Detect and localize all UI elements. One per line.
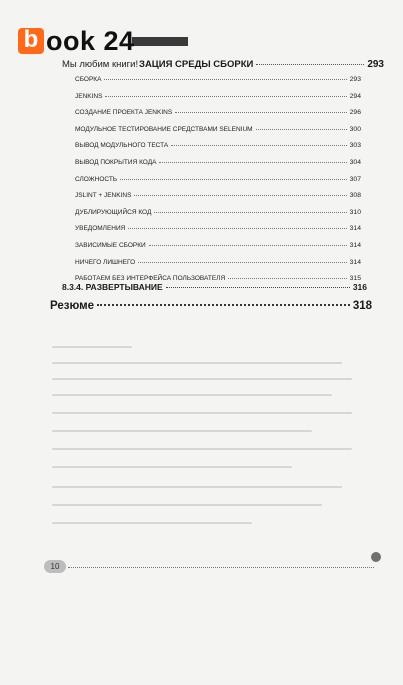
leader-dots bbox=[228, 278, 347, 279]
toc-resume bbox=[50, 300, 372, 312]
leader-dots bbox=[175, 112, 346, 113]
toc-entry bbox=[75, 209, 361, 226]
toc-entry bbox=[75, 192, 361, 209]
section-page: 293 bbox=[367, 59, 384, 70]
bleed-through-line bbox=[52, 412, 352, 414]
leader-dots bbox=[256, 64, 364, 65]
subsection-title: 8.3.4. РАЗВЕРТЫВАНИЕ bbox=[62, 282, 163, 292]
entry-page: 314 bbox=[349, 241, 361, 249]
bleed-through-line bbox=[52, 430, 312, 432]
entry-page: 308 bbox=[349, 192, 361, 200]
entry-title: СБОРКА bbox=[75, 76, 102, 83]
bleed-through-line bbox=[52, 394, 332, 396]
entry-title: ЗАВИСИМЫЕ СБОРКИ bbox=[75, 241, 146, 249]
toc-entry bbox=[75, 176, 361, 193]
entry-title: РАБОТАЕМ БЕЗ ИНТЕРФЕЙСА ПОЛЬЗОВАТЕЛЯ bbox=[75, 275, 226, 283]
section-title: ЗАЦИЯ СРЕДЫ СБОРКИ bbox=[139, 59, 254, 70]
book24-logo[interactable] bbox=[18, 28, 135, 54]
toc-section-heading bbox=[139, 59, 384, 70]
entry-title: JSLINT + JENKINS bbox=[75, 192, 132, 200]
entry-title: ДУБЛИРУЮЩИЙСЯ КОД bbox=[75, 208, 152, 216]
leader-dots bbox=[138, 262, 346, 263]
bleed-through-line bbox=[52, 362, 342, 364]
entry-title: МОДУЛЬНОЕ ТЕСТИРОВАНИЕ СРЕДСТВАМИ SELENIUM bbox=[75, 125, 253, 133]
entry-page: 300 bbox=[349, 125, 361, 133]
page-number-badge: 10 bbox=[44, 560, 66, 573]
entry-page: 315 bbox=[349, 275, 361, 283]
toc-entry bbox=[75, 259, 361, 276]
resume-title: Резюме bbox=[50, 300, 95, 312]
bleed-through-line bbox=[52, 466, 292, 468]
leader-dots bbox=[154, 212, 346, 213]
footer-dot bbox=[371, 552, 381, 562]
entry-page: 294 bbox=[349, 92, 361, 100]
leader-dots bbox=[120, 179, 347, 180]
entry-page: 307 bbox=[349, 175, 361, 183]
bleed-through-line bbox=[52, 378, 352, 380]
entry-page: 296 bbox=[349, 109, 361, 117]
entry-page: 303 bbox=[349, 142, 361, 150]
leader-dots bbox=[166, 287, 350, 288]
resume-page: 318 bbox=[352, 300, 372, 312]
leader-dots bbox=[97, 304, 350, 306]
entry-title: СЛОЖНОСТЬ bbox=[75, 175, 118, 183]
leader-dots bbox=[256, 129, 347, 130]
entry-title: СОЗДАНИЕ ПРОЕКТА JENKINS bbox=[75, 109, 173, 117]
entry-title: ВЫВОД МОДУЛЬНОГО ТЕСТА bbox=[75, 142, 169, 150]
leader-dots bbox=[159, 162, 346, 163]
leader-dots bbox=[134, 195, 346, 196]
leader-dots bbox=[104, 79, 346, 80]
toc-entry bbox=[75, 142, 361, 159]
entry-page: 304 bbox=[349, 158, 361, 166]
entry-title: УВЕДОМЛЕНИЯ bbox=[75, 225, 126, 233]
toc-subsection bbox=[62, 282, 367, 292]
toc-entry bbox=[75, 159, 361, 176]
leader-dots bbox=[105, 96, 346, 97]
toc-entry bbox=[75, 93, 361, 110]
bleed-through-line bbox=[52, 346, 132, 348]
footer-rule bbox=[68, 567, 374, 568]
entry-title: НИЧЕГО ЛИШНЕГО bbox=[75, 258, 136, 266]
entry-title: ВЫВОД ПОКРЫТИЯ КОДА bbox=[75, 158, 157, 166]
toc-entry bbox=[75, 76, 361, 93]
entry-page: 293 bbox=[349, 76, 361, 83]
bleed-through-line bbox=[52, 504, 322, 506]
toc-entries bbox=[75, 76, 361, 292]
toc-entry bbox=[75, 242, 361, 259]
leader-dots bbox=[149, 245, 347, 246]
logo-letter: b bbox=[18, 28, 44, 54]
logo-tagline: Мы любим книги! bbox=[62, 59, 139, 70]
leader-dots bbox=[128, 228, 346, 229]
header-bar bbox=[132, 37, 188, 46]
bleed-through-line bbox=[52, 448, 352, 450]
bleed-through-line bbox=[52, 486, 342, 488]
entry-page: 314 bbox=[349, 225, 361, 233]
entry-page: 310 bbox=[349, 208, 361, 216]
bleed-through-line bbox=[52, 522, 252, 524]
toc-entry bbox=[75, 126, 361, 143]
toc-entry bbox=[75, 225, 361, 242]
subsection-page: 316 bbox=[352, 282, 367, 292]
entry-page: 314 bbox=[349, 258, 361, 266]
entry-title: JENKINS bbox=[75, 92, 103, 100]
leader-dots bbox=[171, 145, 346, 146]
toc-entry bbox=[75, 109, 361, 126]
logo-text: ook 24 bbox=[46, 26, 135, 56]
